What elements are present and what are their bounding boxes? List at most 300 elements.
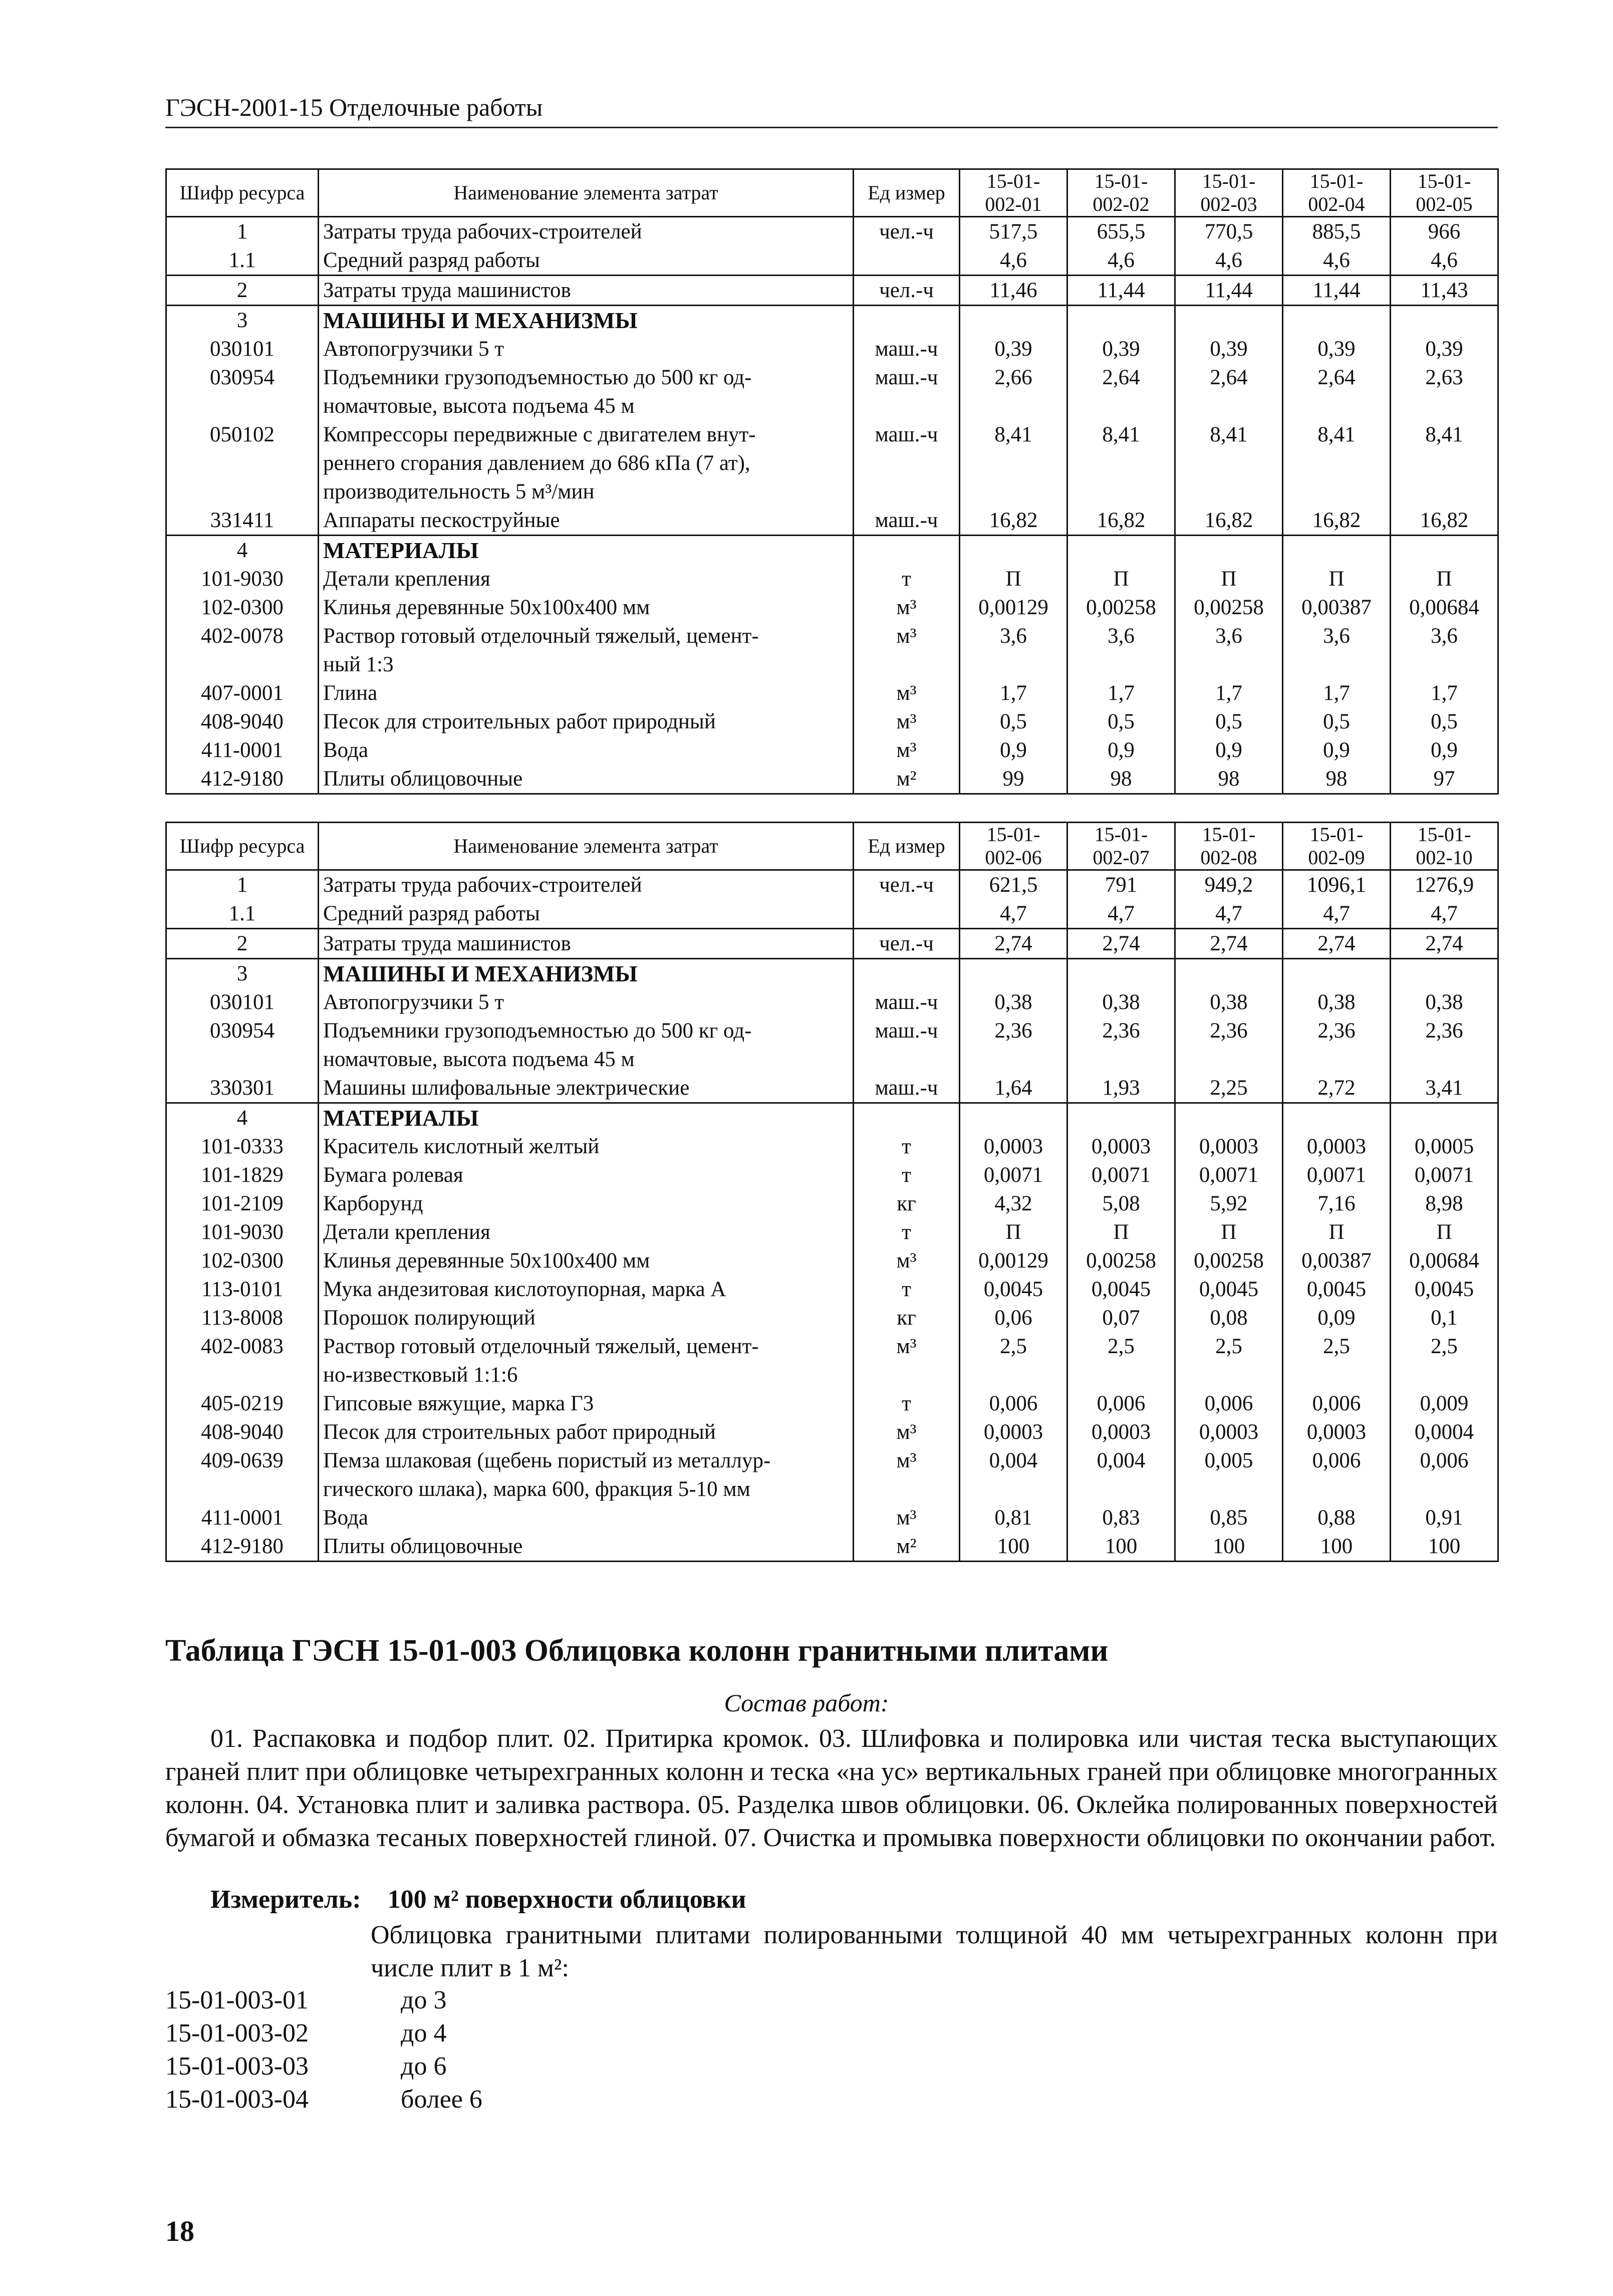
resource-value: П — [1067, 1218, 1175, 1246]
resource-name: Раствор готовый отделочный тяжелый, цемент- — [319, 622, 854, 650]
table-row — [166, 565, 1498, 593]
resource-value: 100 — [1175, 1532, 1283, 1562]
resource-unit — [854, 306, 960, 335]
table-body — [166, 870, 1498, 1562]
resource-value: 0,0045 — [1391, 1275, 1498, 1304]
resource-name: Затраты труда рабочих-строителей — [319, 870, 854, 900]
resource-unit: м³ — [854, 622, 960, 650]
resource-code — [166, 1045, 319, 1074]
resource-value: 0,0071 — [1391, 1161, 1498, 1189]
resource-value: 2,36 — [960, 1016, 1067, 1045]
resource-value — [1283, 536, 1391, 565]
table-row — [166, 736, 1498, 764]
resource-unit: м³ — [854, 1246, 960, 1275]
resource-value — [1391, 306, 1498, 335]
resource-unit: м³ — [854, 1503, 960, 1532]
table-row — [166, 679, 1498, 707]
table-row — [166, 1446, 1498, 1475]
resource-value: 2,5 — [1391, 1332, 1498, 1361]
resource-value: 16,82 — [1391, 506, 1498, 536]
resource-name: МАТЕРИАЛЫ — [319, 536, 854, 565]
resource-value — [960, 477, 1067, 506]
resource-value: 0,85 — [1175, 1503, 1283, 1532]
resource-value — [960, 306, 1067, 335]
resource-name: Детали крепления — [319, 565, 854, 593]
resource-code — [166, 650, 319, 679]
table-row — [166, 335, 1498, 363]
resource-value — [1391, 536, 1498, 565]
resource-value: 0,88 — [1283, 1503, 1391, 1532]
resource-value — [1283, 1475, 1391, 1503]
resource-value: 4,7 — [1067, 899, 1175, 929]
resource-unit: м³ — [854, 1332, 960, 1361]
resource-unit: маш.-ч — [854, 363, 960, 392]
resource-unit: т — [854, 1389, 960, 1418]
resource-value — [1391, 392, 1498, 420]
resource-value: 0,004 — [1067, 1446, 1175, 1475]
resource-value: 0,38 — [1283, 988, 1391, 1016]
resource-value — [1067, 1103, 1175, 1133]
measure-line — [210, 1885, 746, 1914]
resource-value: 2,25 — [1175, 1074, 1283, 1103]
norm-code: 15-01-003-03 — [165, 2052, 309, 2081]
resource-value — [1067, 536, 1175, 565]
resource-name: Затраты труда машинистов — [319, 276, 854, 306]
resource-value — [1067, 959, 1175, 988]
resource-value: 4,6 — [1283, 246, 1391, 276]
resource-value: 1276,9 — [1391, 870, 1498, 900]
resource-value: 0,38 — [1391, 988, 1498, 1016]
table-row — [166, 1418, 1498, 1446]
table-row — [166, 306, 1498, 335]
norm-code-text: до 4 — [401, 2019, 447, 2048]
resource-value: 3,6 — [1067, 622, 1175, 650]
resource-value — [1391, 1475, 1498, 1503]
resource-value: 2,36 — [1175, 1016, 1283, 1045]
table-row — [166, 764, 1498, 794]
resource-code: 411-0001 — [166, 1503, 319, 1532]
resource-value: 0,0003 — [960, 1418, 1067, 1446]
resource-value — [1283, 449, 1391, 477]
table-row — [166, 1045, 1498, 1074]
norm-code-row — [165, 2017, 482, 2050]
table-row — [166, 1161, 1498, 1189]
resource-unit: чел.-ч — [854, 870, 960, 900]
resource-value: 2,66 — [960, 363, 1067, 392]
resource-value — [960, 959, 1067, 988]
resource-code — [166, 1475, 319, 1503]
resource-value — [1175, 1045, 1283, 1074]
resource-value — [1067, 1045, 1175, 1074]
table-row — [166, 276, 1498, 306]
resource-code: 101-9030 — [166, 1218, 319, 1246]
resource-name: Вода — [319, 1503, 854, 1532]
resource-value: 0,006 — [1391, 1446, 1498, 1475]
resource-value: 4,7 — [1391, 899, 1498, 929]
resource-value — [1067, 477, 1175, 506]
resource-value: 98 — [1175, 764, 1283, 794]
resource-value: 100 — [1391, 1532, 1498, 1562]
resource-value: 0,39 — [1391, 335, 1498, 363]
header-norm-code: 15-01- 002-07 — [1067, 823, 1175, 870]
resource-name: Раствор готовый отделочный тяжелый, цемент- — [319, 1332, 854, 1361]
resource-value: 0,39 — [1175, 335, 1283, 363]
resource-value: 0,006 — [1283, 1389, 1391, 1418]
table-row — [166, 1304, 1498, 1332]
resource-value: 0,07 — [1067, 1304, 1175, 1332]
resource-name: Подъемники грузоподъемностью до 500 кг од- — [319, 1016, 854, 1045]
resource-value: 0,0045 — [1283, 1275, 1391, 1304]
table-row — [166, 1189, 1498, 1218]
resource-value — [1283, 477, 1391, 506]
resource-name: Вода — [319, 736, 854, 764]
resource-value: 0,5 — [960, 707, 1067, 736]
resource-code: 412-9180 — [166, 1532, 319, 1562]
resource-value: 16,82 — [1283, 506, 1391, 536]
resource-value: 966 — [1391, 217, 1498, 246]
resource-value: 0,81 — [960, 1503, 1067, 1532]
table-header-row — [166, 169, 1498, 217]
table-row — [166, 246, 1498, 276]
resource-value: 5,08 — [1067, 1189, 1175, 1218]
norm-code-row — [165, 1984, 482, 2017]
resource-unit: м³ — [854, 679, 960, 707]
resource-value: 98 — [1067, 764, 1175, 794]
resource-value — [1067, 306, 1175, 335]
measure-label: Измеритель: — [210, 1885, 361, 1914]
table-row — [166, 449, 1498, 477]
resource-unit: м³ — [854, 736, 960, 764]
resource-value: 4,7 — [1283, 899, 1391, 929]
resource-name: Песок для строительных работ природный — [319, 707, 854, 736]
resource-value — [1391, 477, 1498, 506]
table-row — [166, 1389, 1498, 1418]
resource-value — [1175, 536, 1283, 565]
resource-value: 0,0071 — [1283, 1161, 1391, 1189]
table-row — [166, 650, 1498, 679]
resource-value: 11,44 — [1067, 276, 1175, 306]
resource-code: 402-0078 — [166, 622, 319, 650]
resource-value: 16,82 — [1175, 506, 1283, 536]
norm-code-list — [165, 1984, 482, 2116]
resource-value — [1283, 306, 1391, 335]
resource-name: Гипсовые вяжущие, марка Г3 — [319, 1389, 854, 1418]
work-composition-text: 01. Распаковка и подбор плит. 02. Притирка кромок. 03. Шлифовка и полировка или чистая теска выступающих граней плит при облицовке четырехгранных колонн и теска «на ус» вертикальных граней при облицовке многогранных колонн. 04. Установка плит и заливка раствора. 05. Разделка швов облицовки. 06. Оклейка полированных поверхностей бумагой и обмазка тесаных поверхностей глиной. 07. Очистка и промывка поверхности облицовки по окончании работ. — [165, 1724, 1498, 1852]
resource-value: 0,0003 — [960, 1132, 1067, 1161]
resource-code: 412-9180 — [166, 764, 319, 794]
resource-name: Детали крепления — [319, 1218, 854, 1246]
resource-name: Автопогрузчики 5 т — [319, 335, 854, 363]
resource-value: 8,41 — [1067, 420, 1175, 449]
resource-code: 4 — [166, 536, 319, 565]
resource-value: 11,46 — [960, 276, 1067, 306]
norm-description: Облицовка гранитными плитами полированными толщиной 40 мм четырехгранных колонн при числе плит в 1 м²: — [371, 1921, 1498, 1982]
resource-value: 4,7 — [960, 899, 1067, 929]
resource-code — [166, 392, 319, 420]
resource-unit: м³ — [854, 707, 960, 736]
resource-name: Краситель кислотный желтый — [319, 1132, 854, 1161]
resource-value: 0,00258 — [1067, 593, 1175, 622]
header-name: Наименование элемента затрат — [319, 823, 854, 870]
resource-name: Мука андезитовая кислотоупорная, марка А — [319, 1275, 854, 1304]
table-body — [166, 217, 1498, 794]
resource-value: 0,0045 — [960, 1275, 1067, 1304]
resource-name: Затраты труда рабочих-строителей — [319, 217, 854, 246]
resource-code: 030954 — [166, 1016, 319, 1045]
resource-unit: т — [854, 1132, 960, 1161]
table-row — [166, 870, 1498, 900]
resource-unit — [854, 449, 960, 477]
resource-value — [1175, 1361, 1283, 1389]
resource-code: 2 — [166, 929, 319, 959]
resource-code: 3 — [166, 959, 319, 988]
header-norm-code: 15-01- 002-09 — [1283, 823, 1391, 870]
resource-value: 1,7 — [1067, 679, 1175, 707]
resource-code: 3 — [166, 306, 319, 335]
table-row — [166, 1532, 1498, 1562]
resource-code: 408-9040 — [166, 707, 319, 736]
resource-value: 2,36 — [1391, 1016, 1498, 1045]
resource-unit: маш.-ч — [854, 335, 960, 363]
resource-code: 402-0083 — [166, 1332, 319, 1361]
resource-name: Аппараты пескоструйные — [319, 506, 854, 536]
resource-value: П — [1283, 565, 1391, 593]
resource-unit — [854, 1045, 960, 1074]
resource-name: Карборунд — [319, 1189, 854, 1218]
resource-value — [1175, 392, 1283, 420]
resource-value: П — [960, 565, 1067, 593]
resource-value: 4,32 — [960, 1189, 1067, 1218]
resource-value: 0,39 — [960, 335, 1067, 363]
resource-unit: маш.-ч — [854, 1074, 960, 1103]
table-row — [166, 1503, 1498, 1532]
header-norm-code: 15-01- 002-03 — [1175, 169, 1283, 217]
resource-code: 101-0333 — [166, 1132, 319, 1161]
table-row — [166, 959, 1498, 988]
resource-value: 3,6 — [1391, 622, 1498, 650]
resource-name: реннего сгорания давлением до 686 кПа (7 ат), — [319, 449, 854, 477]
table-row — [166, 1361, 1498, 1389]
resource-name: но-известковый 1:1:6 — [319, 1361, 854, 1389]
resource-unit — [854, 1103, 960, 1133]
resource-value: 2,64 — [1283, 363, 1391, 392]
resource-unit: маш.-ч — [854, 988, 960, 1016]
resource-code — [166, 1361, 319, 1389]
table-row — [166, 1332, 1498, 1361]
resource-value: 0,0071 — [1067, 1161, 1175, 1189]
resource-code: 101-1829 — [166, 1161, 319, 1189]
table-row — [166, 1475, 1498, 1503]
resource-value: 2,5 — [1283, 1332, 1391, 1361]
resource-code: 050102 — [166, 420, 319, 449]
header-norm-code: 15-01- 002-02 — [1067, 169, 1175, 217]
resource-value: 2,72 — [1283, 1074, 1391, 1103]
resource-name: Пемза шлаковая (щебень пористый из металлур- — [319, 1446, 854, 1475]
resource-name: номачтовые, высота подъема 45 м — [319, 1045, 854, 1074]
resource-value: 0,9 — [960, 736, 1067, 764]
header-norm-code: 15-01- 002-05 — [1391, 169, 1498, 217]
resource-value — [1175, 306, 1283, 335]
resource-value: 4,6 — [1175, 246, 1283, 276]
table-row — [166, 593, 1498, 622]
resource-name: Затраты труда машинистов — [319, 929, 854, 959]
resource-value: 0,9 — [1175, 736, 1283, 764]
header-norm-code: 15-01- 002-04 — [1283, 169, 1391, 217]
resource-value: 8,41 — [1283, 420, 1391, 449]
resource-value: 7,16 — [1283, 1189, 1391, 1218]
norm-code-row — [165, 2050, 482, 2083]
table-row — [166, 1074, 1498, 1103]
header-unit: Ед измер — [854, 169, 960, 217]
header-code: Шифр ресурса — [166, 823, 319, 870]
resource-value: 0,00258 — [1175, 1246, 1283, 1275]
resource-value: 0,9 — [1391, 736, 1498, 764]
resource-value: 517,5 — [960, 217, 1067, 246]
table-row — [166, 392, 1498, 420]
resource-code: 411-0001 — [166, 736, 319, 764]
resource-value — [960, 1361, 1067, 1389]
resource-value — [960, 1475, 1067, 1503]
resource-value — [1391, 1361, 1498, 1389]
table-row — [166, 1132, 1498, 1161]
resource-name: Клинья деревянные 50х100х400 мм — [319, 593, 854, 622]
resource-value: 0,83 — [1067, 1503, 1175, 1532]
resource-code: 409-0639 — [166, 1446, 319, 1475]
resource-value: 0,0003 — [1175, 1418, 1283, 1446]
resource-code — [166, 449, 319, 477]
resource-value: П — [1067, 565, 1175, 593]
resource-code: 102-0300 — [166, 1246, 319, 1275]
resource-value: П — [1283, 1218, 1391, 1246]
resource-value: 99 — [960, 764, 1067, 794]
table-row — [166, 536, 1498, 565]
resource-value — [1283, 392, 1391, 420]
resource-code: 113-8008 — [166, 1304, 319, 1332]
resource-value — [960, 449, 1067, 477]
resource-value: 0,004 — [960, 1446, 1067, 1475]
resource-value: 0,0045 — [1067, 1275, 1175, 1304]
resource-value: 0,00684 — [1391, 1246, 1498, 1275]
table-row — [166, 707, 1498, 736]
resource-value: 0,91 — [1391, 1503, 1498, 1532]
resource-value: 8,41 — [1175, 420, 1283, 449]
resource-name: МАШИНЫ И МЕХАНИЗМЫ — [319, 306, 854, 335]
resource-value: 0,006 — [1175, 1389, 1283, 1418]
resource-value: 0,5 — [1283, 707, 1391, 736]
resource-value: 0,00387 — [1283, 593, 1391, 622]
resource-value — [1283, 650, 1391, 679]
table-row — [166, 1016, 1498, 1045]
resource-name: Плиты облицовочные — [319, 764, 854, 794]
resource-value — [1283, 1103, 1391, 1133]
resource-name: гического шлака), марка 600, фракция 5-10 мм — [319, 1475, 854, 1503]
resource-value: 0,00258 — [1067, 1246, 1175, 1275]
resource-value: 11,43 — [1391, 276, 1498, 306]
resource-value: 4,7 — [1175, 899, 1283, 929]
resource-value: 621,5 — [960, 870, 1067, 900]
resource-value — [1283, 1361, 1391, 1389]
resource-code: 1 — [166, 217, 319, 246]
resource-value: 8,41 — [960, 420, 1067, 449]
measure-value: 100 м² поверхности облицовки — [387, 1885, 746, 1914]
norm-code: 15-01-003-01 — [165, 1986, 309, 2014]
norm-code-text: более 6 — [401, 2085, 482, 2114]
resource-name: Машины шлифовальные электрические — [319, 1074, 854, 1103]
resource-unit: м³ — [854, 593, 960, 622]
table-row — [166, 363, 1498, 392]
resource-table-2 — [165, 822, 1499, 1562]
resource-value: 1,7 — [960, 679, 1067, 707]
resource-name: Автопогрузчики 5 т — [319, 988, 854, 1016]
resource-value: 2,74 — [960, 929, 1067, 959]
resource-unit: чел.-ч — [854, 276, 960, 306]
resource-code: 030954 — [166, 363, 319, 392]
table-row — [166, 420, 1498, 449]
resource-code: 030101 — [166, 988, 319, 1016]
resource-value — [960, 536, 1067, 565]
resource-unit: т — [854, 565, 960, 593]
resource-value — [1391, 650, 1498, 679]
table-row — [166, 988, 1498, 1016]
section-title: Таблица ГЭСН 15-01-003 Облицовка колонн гранитными плитами — [165, 1634, 1109, 1668]
resource-value — [1391, 449, 1498, 477]
resource-value: 97 — [1391, 764, 1498, 794]
resource-value — [1391, 959, 1498, 988]
resource-value — [1175, 959, 1283, 988]
resource-unit: чел.-ч — [854, 929, 960, 959]
header-norm-code: 15-01- 002-01 — [960, 169, 1067, 217]
resource-value: 8,98 — [1391, 1189, 1498, 1218]
resource-value: 1,64 — [960, 1074, 1067, 1103]
resource-value: 0,006 — [1283, 1446, 1391, 1475]
header-unit: Ед измер — [854, 823, 960, 870]
norm-code-text: до 6 — [401, 2052, 447, 2081]
resource-value: 655,5 — [1067, 217, 1175, 246]
resource-value: 0,006 — [960, 1389, 1067, 1418]
resource-unit: м³ — [854, 1446, 960, 1475]
resource-unit: м² — [854, 1532, 960, 1562]
work-composition-label: Состав работ: — [724, 1689, 889, 1717]
resource-value: 0,00258 — [1175, 593, 1283, 622]
resource-value — [1283, 959, 1391, 988]
resource-name: производительность 5 м³/мин — [319, 477, 854, 506]
resource-code: 1.1 — [166, 246, 319, 276]
resource-value: 2,64 — [1067, 363, 1175, 392]
resource-value: 2,36 — [1067, 1016, 1175, 1045]
resource-value: 0,08 — [1175, 1304, 1283, 1332]
resource-value: 0,39 — [1283, 335, 1391, 363]
resource-value: П — [1175, 565, 1283, 593]
resource-value: 100 — [1283, 1532, 1391, 1562]
table-row — [166, 506, 1498, 536]
page-header: ГЭСН-2001-15 Отделочные работы — [165, 93, 1498, 128]
table-row — [166, 622, 1498, 650]
resource-unit — [854, 1361, 960, 1389]
resource-name: Глина — [319, 679, 854, 707]
resource-name: МАШИНЫ И МЕХАНИЗМЫ — [319, 959, 854, 988]
resource-code: 1 — [166, 870, 319, 900]
resource-value: 0,5 — [1067, 707, 1175, 736]
resource-unit: маш.-ч — [854, 1016, 960, 1045]
resource-value: 2,63 — [1391, 363, 1498, 392]
resource-code: 330301 — [166, 1074, 319, 1103]
resource-value — [1067, 1361, 1175, 1389]
resource-value: 4,6 — [1067, 246, 1175, 276]
resource-value — [1067, 1475, 1175, 1503]
resource-value — [1067, 650, 1175, 679]
resource-value: 1,93 — [1067, 1074, 1175, 1103]
resource-value: 0,1 — [1391, 1304, 1498, 1332]
